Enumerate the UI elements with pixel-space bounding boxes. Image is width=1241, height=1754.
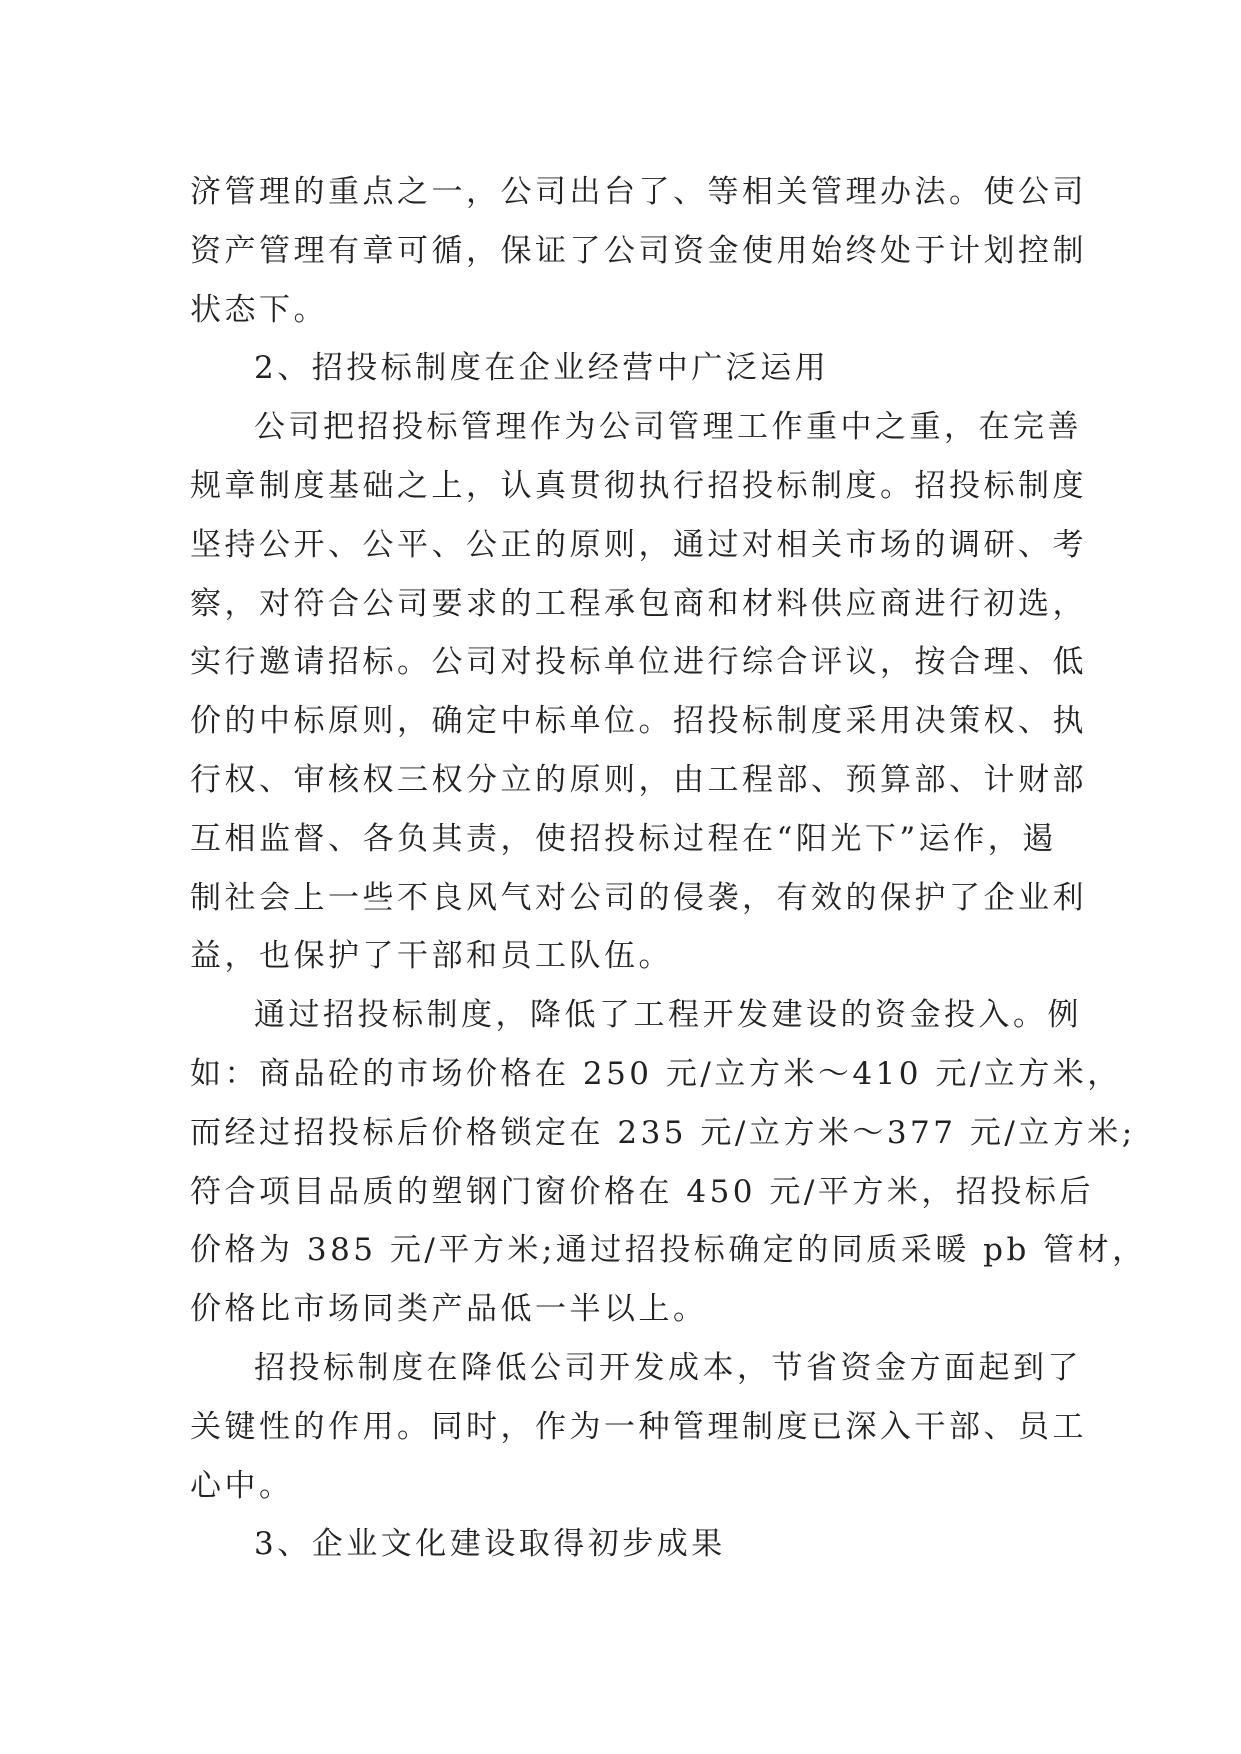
- text-line: 互相监督、各负其责，使招投标过程在“阳光下”运作，遏: [190, 820, 1057, 857]
- section-heading: 2、招投标制度在企业经营中广泛运用: [254, 350, 830, 387]
- text-line: 通过招投标制度，降低了工程开发建设的资金投入。例: [254, 997, 1082, 1034]
- text-line: 价格比市场同类产品低一半以上。: [190, 1291, 708, 1328]
- text-line: 实行邀请招标。公司对投标单位进行综合评议，按合理、低: [190, 644, 1087, 681]
- text-line: 关键性的作用。同时，作为一种管理制度已深入干部、员工: [190, 1408, 1087, 1445]
- text-line: 规章制度基础之上，认真贯彻执行招投标制度。招投标制度: [190, 467, 1087, 504]
- text-line: 资产管理有章可循，保证了公司资金使用始终处于计划控制: [190, 232, 1087, 269]
- text-line: 心中。: [190, 1467, 294, 1504]
- text-line: 制社会上一些不良风气对公司的侵袭，有效的保护了企业利: [190, 879, 1087, 916]
- section-heading: 3、企业文化建设取得初步成果: [254, 1526, 726, 1563]
- text-line: 如：商品砼的市场价格在 250 元/立方米～410 元/立方米，: [190, 1055, 1122, 1092]
- text-line: 而经过招投标后价格锁定在 235 元/立方米～377 元/立方米;: [190, 1114, 1136, 1151]
- text-line: 公司把招投标管理作为公司管理工作重中之重，在完善: [254, 409, 1082, 446]
- text-line: 价的中标原则，确定中标单位。招投标制度采用决策权、执: [190, 703, 1087, 740]
- text-line: 察，对符合公司要求的工程承包商和材料供应商进行初选，: [190, 585, 1087, 622]
- text-line: 济管理的重点之一，公司出台了、等相关管理办法。使公司: [190, 174, 1087, 210]
- text-line: 价格为 385 元/平方米;通过招投标确定的同质采暖 pb 管材，: [190, 1232, 1147, 1269]
- text-line: 符合项目品质的塑钢门窗价格在 450 元/平方米，招投标后: [190, 1173, 1094, 1210]
- text-line: 招投标制度在降低公司开发成本，节省资金方面起到了: [254, 1349, 1082, 1386]
- document-body: [190, 163, 1147, 1574]
- text-line: 坚持公开、公平、公正的原则，通过对相关市场的调研、考: [190, 526, 1087, 563]
- text-line: 状态下。: [190, 291, 328, 328]
- text-line: 行权、审核权三权分立的原则，由工程部、预算部、计财部: [190, 761, 1087, 798]
- text-line: 益，也保护了干部和员工队伍。: [190, 938, 673, 975]
